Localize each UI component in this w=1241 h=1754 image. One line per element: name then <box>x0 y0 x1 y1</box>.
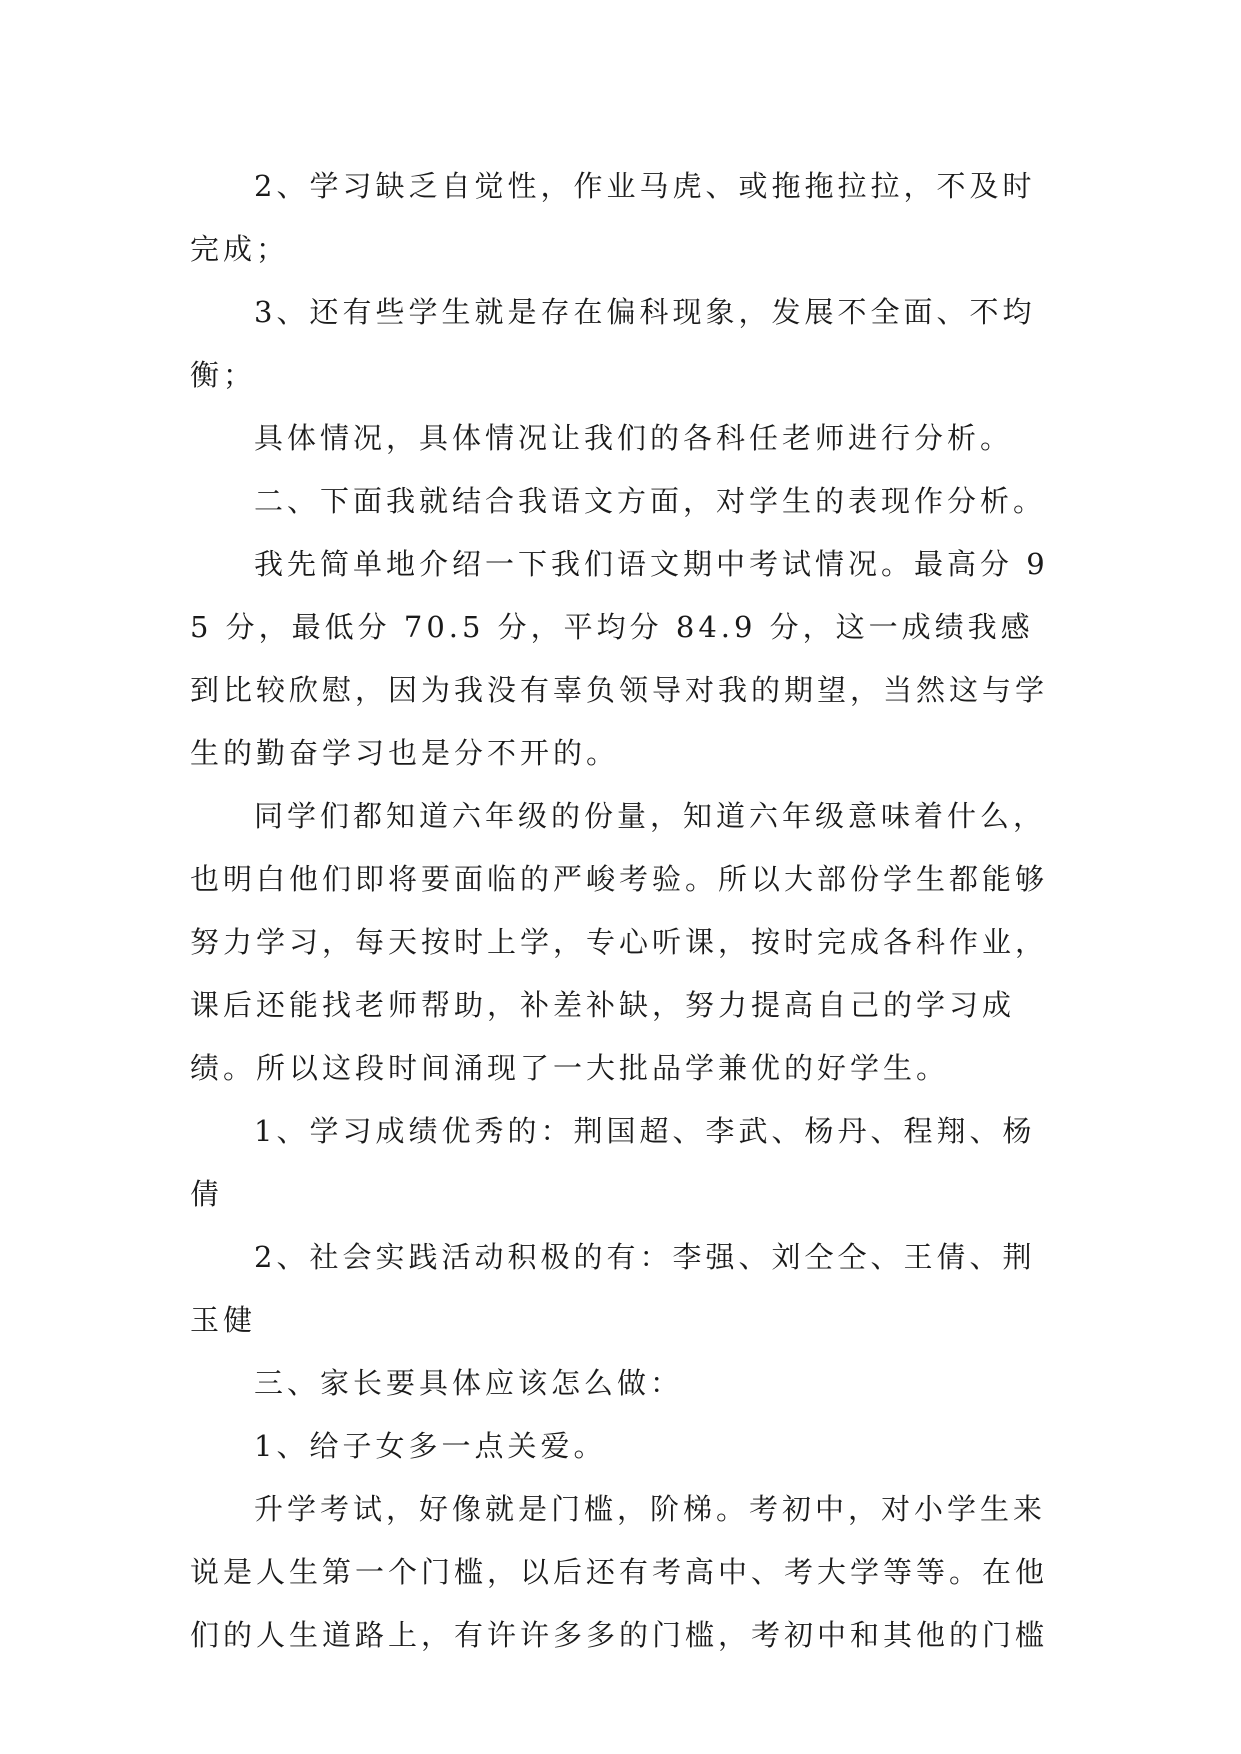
paragraph-entrance-exam: 升学考试，好像就是门槛，阶梯。考初中，对小学生来说是人生第一个门槛，以后还有考高中、考大学等等。在他们的人生道路上，有许许多多的门槛，考初中和其他的门槛 <box>190 1492 1049 1652</box>
list-item-care: 1、给子女多一点关爱。 <box>254 1429 607 1463</box>
paragraph-specific-situation: 具体情况，具体情况让我们的各科任老师进行分析。 <box>254 421 1014 455</box>
paragraph-item-3: 3、还有些学生就是存在偏科现象，发展不全面、不均衡； <box>190 295 1036 392</box>
document-body <box>190 155 1050 1667</box>
section-heading-three: 三、家长要具体应该怎么做： <box>254 1366 684 1400</box>
paragraph-item-2: 2、学习缺乏自觉性，作业马虎、或拖拖拉拉，不及时完成； <box>190 169 1036 266</box>
paragraph-grade-six: 同学们都知道六年级的份量，知道六年级意味着什么，也明白他们即将要面临的严峻考验。所以大部份学生都能够努力学习，每天按时上学，专心听课，按时完成各科作业，课后还能找老师帮助，补差补缺，努力提高自己的学习成绩。所以这段时间涌现了一大批品学兼优的好学生。 <box>190 799 1049 1085</box>
list-item-excellent-students: 1、学习成绩优秀的：荆国超、李武、杨丹、程翔、杨倩 <box>190 1114 1036 1211</box>
paragraph-exam-scores: 我先简单地介绍一下我们语文期中考试情况。最高分 95 分，最低分 70.5 分，平均分 84.9 分，这一成绩我感到比较欣慰，因为我没有辜负领导对我的期望，当然这与学生的勤奋学习也是分不开的。 <box>190 547 1049 770</box>
list-item-active-students: 2、社会实践活动积极的有：李强、刘仝仝、王倩、荆玉健 <box>190 1240 1036 1337</box>
section-heading-two: 二、下面我就结合我语文方面，对学生的表现作分析。 <box>254 484 1047 518</box>
